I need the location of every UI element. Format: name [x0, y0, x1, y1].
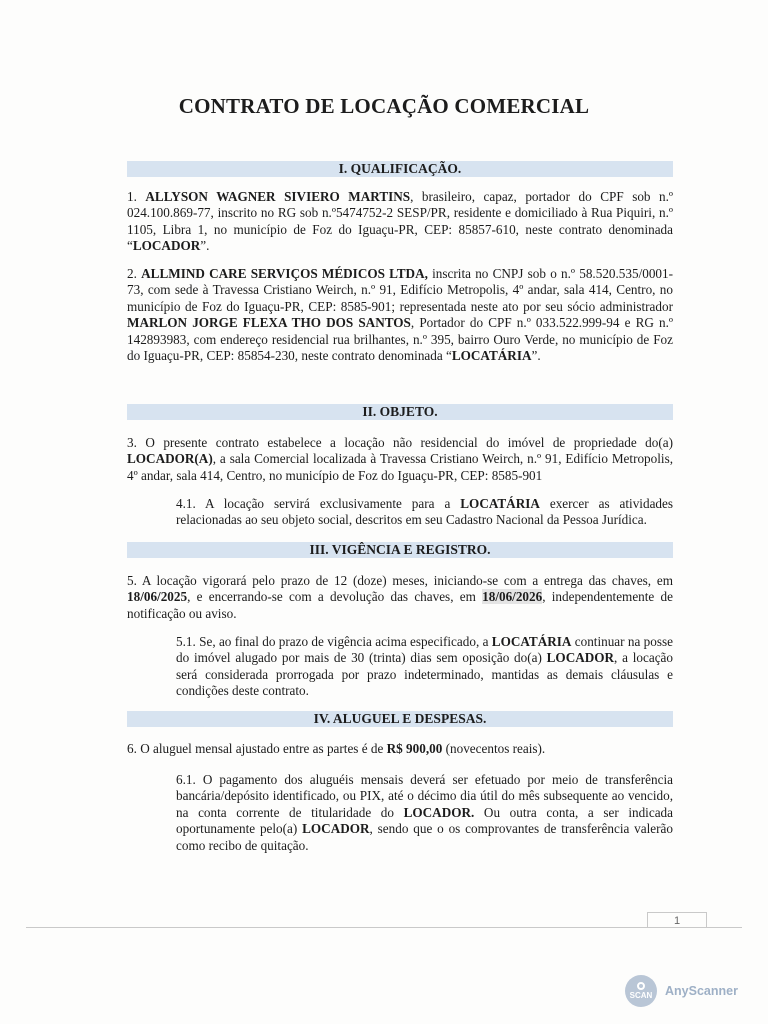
- paragraph-text: (novecentos reais).: [442, 741, 546, 756]
- paragraph-text: inscrita no CNPJ sob o n.º 58.520.535/0001-73, com sede à Travessa Cristiano Weirch, n.º 91, Edifício Metropolis, 4º andar, sala 414, Centro, no município de Foz do Iguaçu-PR, CEP: 8585-901; representada neste ato por seu sócio administrador: [127, 266, 674, 314]
- paragraph-text: , brasileiro, capaz, portador do CPF sob n.º 024.100.869-77, inscrito no RG sob n.º5474752-2 SESP/PR, residente e domiciliado à Rua Piquiri, n.º 1105, Libra 1, no município de Foz do Iguaçu-PR, CEP: 85857-610, neste contrato denominada “: [127, 189, 674, 254]
- paragraph-text: , Portador do CPF n.º 033.522.999-94 e RG n.º 142893983, com endereço residencial rua brilhantes, n.º 395, bairro Ouro Verde, no município de Foz do Iguaçu-PR, CEP: 85854-230, neste contrato denominada “: [127, 315, 674, 364]
- party-role: LOCADOR: [132, 238, 201, 254]
- paragraph-text: 5. A locação vigorará pelo prazo de 12 (doze) meses, iniciando-se com a entrega das chaves, em: [127, 573, 673, 588]
- paragraph-text: 4.1. A locação servirá exclusivamente para a: [176, 496, 461, 511]
- start-date: 18/06/2025: [127, 589, 188, 605]
- paragraph-text: , a locação será considerada prorrogada por prazo indeterminado, mantidas as demais cláusulas e condições deste contrato.: [176, 650, 673, 699]
- paragraph-3: [127, 435, 673, 484]
- paragraph-text: , a sala Comercial localizada à Travessa Cristiano Weirch, n.º 91, Edifício Metropolis, 4º andar, sala 414, Centro, no município de Foz do Iguaçu-PR, CEP: 8585-901: [127, 451, 673, 483]
- scanner-watermark: [625, 974, 738, 1008]
- paragraph-text: , independentemente de notificação ou aviso.: [127, 589, 673, 621]
- party-role: LOCADOR: [546, 650, 615, 666]
- party-role: LOCATÁRIA: [451, 348, 532, 364]
- scanner-app-name: AnyScanner: [665, 984, 738, 998]
- section-heading-aluguel: IV. ALUGUEL E DESPESAS.: [127, 711, 673, 727]
- paragraph-5-1: [176, 634, 673, 700]
- paragraph-text: 6.1. O pagamento dos aluguéis mensais deverá ser efetuado por meio de transferência bancária/depósito identificado, ou PIX, até o décimo dia útil do mês subsequente ao vencido, na conta corrente de titularidade do: [176, 772, 673, 820]
- paragraph-text: ”.: [200, 238, 210, 254]
- section-heading-vigencia: III. VIGÊNCIA E REGISTRO.: [127, 542, 673, 558]
- end-date: 18/06/2026: [482, 589, 543, 605]
- party-name: ALLYSON WAGNER SIVIERO MARTINS: [145, 189, 411, 204]
- paragraph-1: [127, 189, 673, 255]
- representative-name: MARLON JORGE FLEXA THO DOS SANTOS: [127, 315, 411, 331]
- footer-divider: [26, 927, 742, 928]
- paragraph-6: [127, 741, 673, 757]
- paragraph-4-1: [176, 496, 673, 529]
- scanner-logo-icon: [625, 975, 657, 1007]
- section-heading-objeto: II. OBJETO.: [127, 404, 673, 420]
- rent-amount: R$ 900,00: [386, 741, 443, 756]
- paragraph-6-1: [176, 772, 673, 854]
- paragraph-text: exercer as atividades relacionadas ao seu objeto social, descritos em seu Cadastro Nacional da Pessoa Jurídica.: [176, 496, 673, 528]
- paragraph-text: ”.: [531, 348, 541, 364]
- paragraph-number: 2.: [127, 266, 142, 281]
- paragraph-text: 5.1. Se, ao final do prazo de vigência acima especificado, a: [176, 634, 492, 649]
- party-role: LOCATÁRIA: [460, 496, 540, 511]
- page-number: 1: [647, 912, 707, 928]
- document-title: CONTRATO DE LOCAÇÃO COMERCIAL: [178, 94, 590, 118]
- paragraph-text: 3. O presente contrato estabelece a locação não residencial do imóvel de propriedade do(a): [127, 435, 673, 450]
- paragraph-number: 1.: [127, 189, 146, 204]
- party-role: LOCADOR(A): [127, 451, 213, 467]
- paragraph-text: 6. O aluguel mensal ajustado entre as partes é de: [127, 741, 387, 756]
- paragraph-text: , e encerrando-se com a devolução das chaves, em: [187, 589, 483, 605]
- paragraph-text: Ou outra conta, a ser indicada oportunamente pelo(a): [176, 804, 673, 837]
- paragraph-text: , sendo que o os comprovantes de transferência valerão como recibo de quitação.: [176, 821, 673, 853]
- scanner-logo-text: SCAN: [629, 991, 653, 1000]
- paragraph-5: [127, 573, 673, 622]
- paragraph-text: continuar na posse do imóvel alugado por mais de 30 (trinta) dias sem oposição do(a): [176, 634, 673, 666]
- party-role: LOCADOR: [302, 821, 370, 837]
- paragraph-2: [127, 266, 673, 364]
- section-heading-qualificacao: I. QUALIFICAÇÃO.: [127, 161, 673, 177]
- party-role: LOCATÁRIA: [491, 634, 572, 649]
- party-name: ALLMIND CARE SERVIÇOS MÉDICOS LTDA,: [141, 266, 428, 281]
- party-role: LOCADOR.: [403, 804, 475, 820]
